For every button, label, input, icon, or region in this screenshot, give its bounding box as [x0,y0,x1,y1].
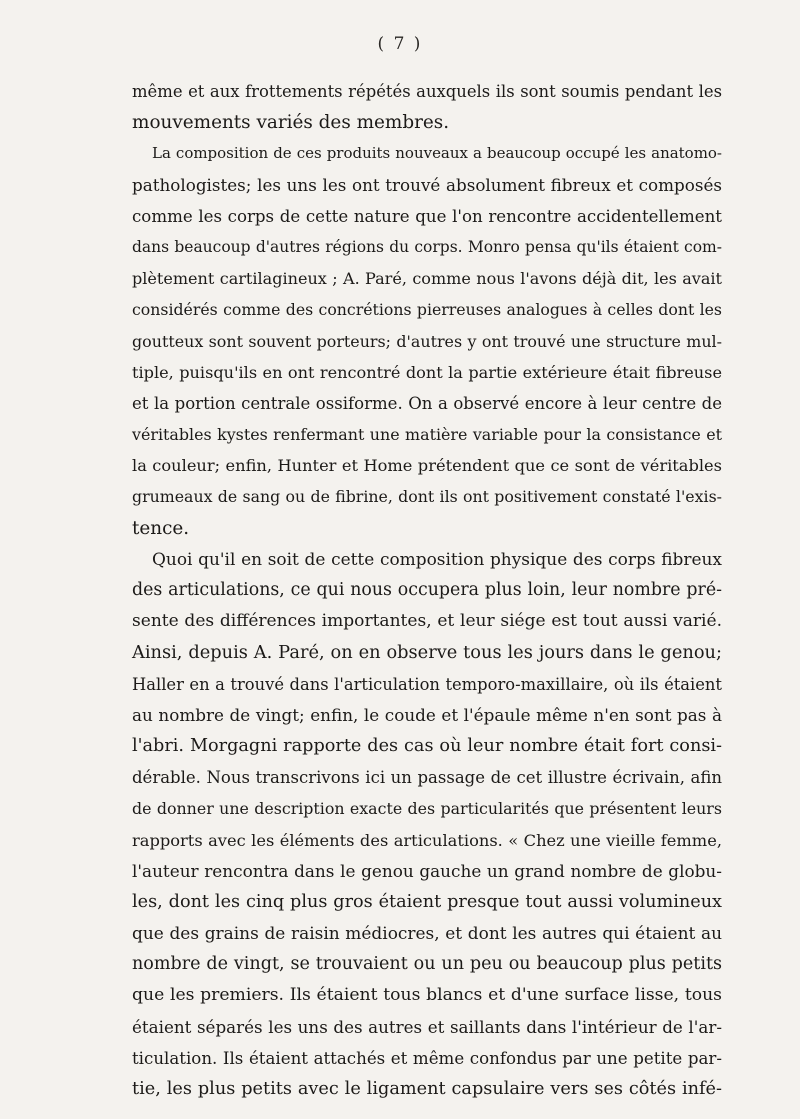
text-line: au nombre de vingt; enfin, le coude et l'épaule même n'en sont pas à [132,704,722,725]
text-line: grumeaux de sang ou de fibrine, dont ils ont positivement constaté l'exis- [132,487,722,507]
text-line: Quoi qu'il en soit de cette composition physique des corps fibreux [152,548,722,569]
text-line: Ainsi, depuis A. Paré, on en observe tous les jours dans le genou; [132,642,722,664]
text-line: considérés comme des concrétions pierreuses analogues à celles dont les [132,300,722,320]
text-line: sente des différences importantes, et leur siége est tout aussi varié. [132,611,722,632]
text-line: La composition de ces produits nouveaux a beaucoup occupé les anatomo- [152,144,722,163]
text-line: tie, les plus petits avec le ligament capsulaire vers ses côtés infé- [132,1079,722,1099]
text-line: dérable. Nous transcrivons ici un passage de cet illustre écrivain, afin [132,768,722,788]
text-line: rapports avec les éléments des articulations. « Chez une vieille femme, [132,830,722,850]
text-line: plètement cartilagineux ; A. Paré, comme nous l'avons déjà dit, les avait [132,269,722,289]
text-line: l'auteur rencontra dans le genou gauche un grand nombre de globu- [132,860,722,881]
text-line: goutteux sont souvent porteurs; d'autres y ont trouvé une structure mul- [132,331,722,351]
text-line: pathologistes; les uns les ont trouvé absolument fibreux et composés [132,174,722,195]
text-line: Haller en a trouvé dans l'articulation temporo-maxillaire, où ils étaient [132,674,722,694]
text-line: étaient séparés les uns des autres et saillants dans l'intérieur de l'ar- [132,1016,722,1037]
text-line: ticulation. Ils étaient attachés et même confondus par une petite par- [132,1048,722,1068]
text-line: que des grains de raisin médiocres, et dont les autres qui étaient au [132,923,722,944]
text-line: nombre de vingt, se trouvaient ou un peu ou beaucoup plus petits [132,954,722,975]
text-line: même et aux frottements répétés auxquels ils sont soumis pendant les [132,82,722,101]
text-line: la couleur; enfin, Hunter et Home prétendent que ce sont de véritables [132,456,722,476]
body-text [132,76,722,1105]
text-line: tence. [132,517,190,539]
text-line: de donner une description exacte des particularités que présentent leurs [132,799,722,819]
text-line: des articulations, ce qui nous occupera plus loin, leur nombre pré- [132,580,722,600]
text-line: comme les corps de cette nature que l'on rencontre accidentellement [132,206,722,226]
text-line: véritables kystes renfermant une matière variable pour la consistance et [132,425,722,445]
text-line: l'abri. Morgagni rapporte des cas où leur nombre était fort consi- [132,735,722,756]
text-line: tiple, puisqu'ils en ont rencontré dont la partie extérieure était fibreuse [132,362,722,382]
text-line: que les premiers. Ils étaient tous blancs et d'une surface lisse, tous [132,985,722,1006]
page-number: ( 7 ) [377,34,423,54]
text-line: dans beaucoup d'autres régions du corps. Monro pensa qu'ils étaient com- [132,237,722,256]
text-line: et la portion centrale ossiforme. On a observé encore à leur centre de [132,393,722,413]
text-line: mouvements variés des membres. [132,112,450,134]
text-line: les, dont les cinq plus gros étaient presque tout aussi volumineux [132,891,722,912]
